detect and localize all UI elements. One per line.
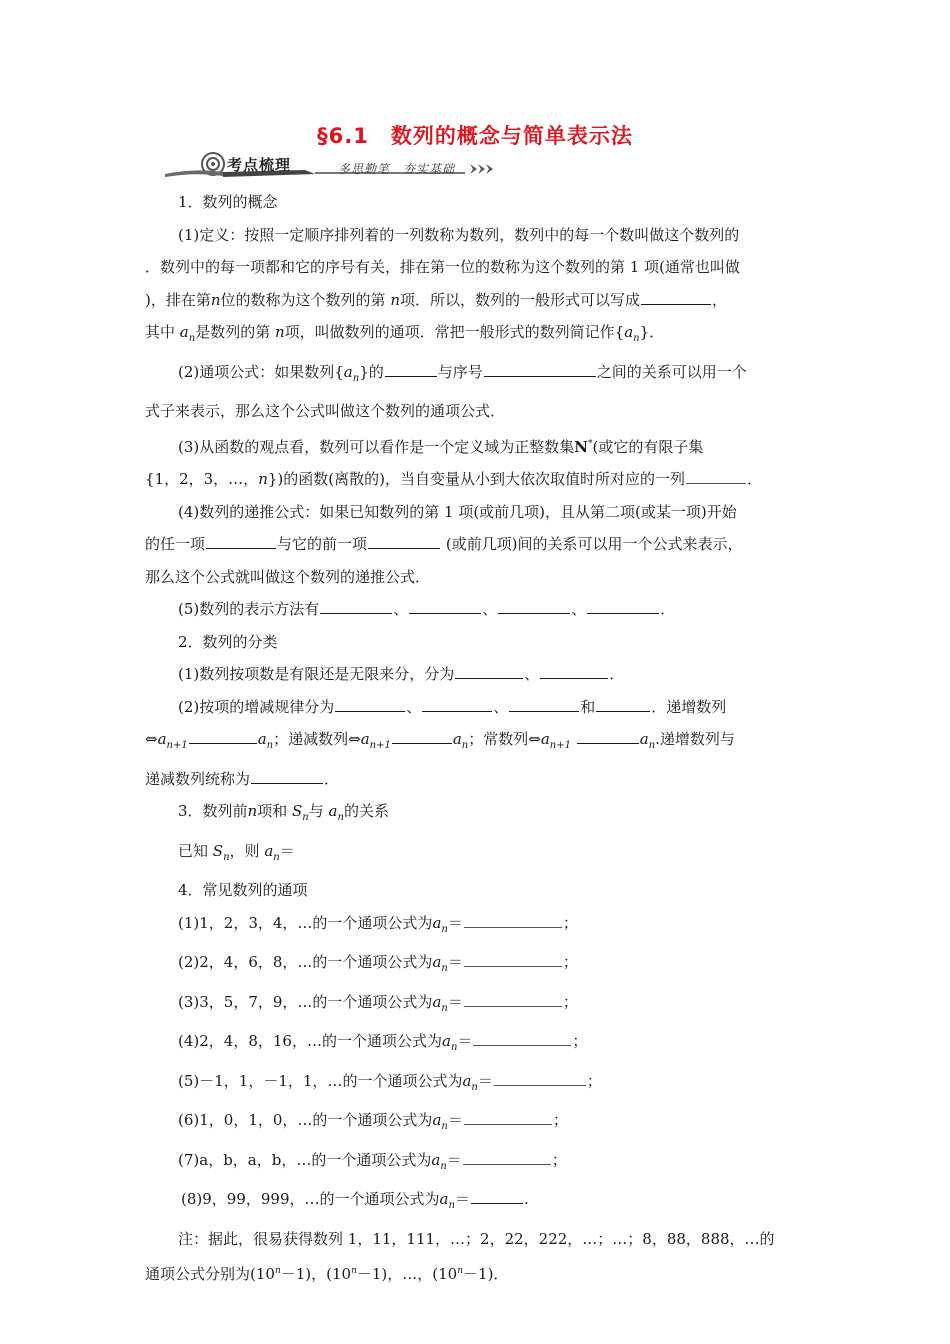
s4-item: (3)3，5，7，9，…的一个通项公式为$a_n=$ ； (145, 986, 810, 1026)
answer-blank[interactable] (641, 286, 711, 305)
s2-line-4: 递减数列统称为 ． (145, 763, 810, 796)
answer-blank[interactable] (392, 725, 452, 744)
answer-blank[interactable] (484, 358, 596, 377)
answer-blank[interactable] (540, 660, 608, 679)
s1-heading: 1．数列的概念 (178, 193, 278, 211)
s2-line-1: (1)数列按项数是有限还是无限来分，分为 、 ． (145, 658, 810, 691)
s4-note-line-2: 通项公式分别为$(10^n-1)$，$(10^n-1)$，…，$(10^n-1)$． (145, 1265, 509, 1283)
s2-line-2: (2)按项的增减规律分为 、 、 和 ．递增数列 (145, 691, 810, 724)
answer-blank[interactable] (596, 693, 650, 712)
answer-blank[interactable] (206, 530, 276, 549)
s1-fn-line-2: {1，2，3，…，n})的函数(离散的)，当自变量从小到大依次取值时所对应的一列 ． (145, 463, 810, 496)
s3-line: 已知 $S_n$，则 $a_n=$ (178, 841, 295, 863)
answer-blank[interactable] (464, 988, 562, 1007)
banner-motto: 多思勤笔 夯实基础 (338, 162, 456, 176)
s1-def-line-3: )，排在第n位的数称为这个数列的第 n项．所以，数列的一般形式可以写成 ， (145, 284, 810, 317)
s1-gen-line-2: 式子来表示，那么这个公式叫做这个数列的通项公式． (145, 402, 506, 420)
chevron-right-icon (470, 164, 493, 174)
s4-item: (1)1，2，3，4，…的一个通项公式为$a_n=$ ； (145, 907, 810, 947)
s1-fn-line-1: (3)从函数的观点看，数列可以看作是一个定义域为正整数集N*(或它的有限子集 (178, 437, 704, 456)
s1-rec-line-3: 那么这个公式就叫做这个数列的递推公式． (145, 567, 431, 586)
answer-blank[interactable] (464, 948, 562, 967)
answer-blank[interactable] (494, 1067, 586, 1086)
s4-item: (2)2，4，6，8，…的一个通项公式为$a_n=$ ； (145, 946, 810, 986)
answer-blank[interactable] (385, 358, 437, 377)
s3-heading: 3．数列前n项和 $S_n$与 $a_n$的关系 (178, 802, 389, 823)
s1-def-line-1: (1)定义：按照一定顺序排列着的一列数称为数列，数列中的每一个数叫做这个数列的 (178, 225, 740, 244)
answer-blank[interactable] (251, 765, 323, 784)
answer-blank[interactable] (422, 693, 492, 712)
answer-blank[interactable] (577, 725, 639, 744)
s1-def-line-4: 其中 $a_n$是数列的第 n项，叫做数列的通项．常把一般形式的数列简记作$\{a_n\}$． (145, 323, 665, 344)
answer-blank[interactable] (464, 1106, 552, 1125)
s2-heading: 2．数列的分类 (178, 632, 278, 651)
s2-line-3: $\Leftrightarrow a_{n+1}$ $a_n$；递减数列$\Leftrightarrow a_{n+1}$ $a_n$；常数列$\Leftrightarrow a_{n+1}$ $a_n$.递增数列与 (145, 723, 810, 763)
s4-item: (5)－1，1，－1，1，…的一个通项公式为$a_n=$ ； (145, 1065, 810, 1105)
answer-blank[interactable] (473, 1027, 571, 1046)
s1-rec-line-1: (4)数列的递推公式：如果已知数列的第 1 项(或前几项)，且从第二项(或某一项)开始 (178, 502, 737, 521)
answer-blank[interactable] (464, 909, 562, 928)
s1-def-line-2: ．数列中的每一项都和它的序号有关，排在第一位的数称为这个数列的第 1 项(通常也叫做 (145, 258, 740, 276)
answer-blank[interactable] (455, 660, 523, 679)
answer-blank[interactable] (498, 595, 570, 614)
s4-item: (7)a，b，a，b，…的一个通项公式为$a_n=$ ； (145, 1144, 810, 1184)
answer-blank[interactable] (509, 693, 579, 712)
banner-label: 考点梳理 (227, 156, 292, 174)
page-title: §6.1 数列的概念与简单表示法 (317, 124, 633, 148)
s4-item: (4)2，4，8，16，…的一个通项公式为$a_n=$ ； (145, 1025, 810, 1065)
s4-item: (8)9，99，999，…的一个通项公式为$a_n=$ . (145, 1183, 810, 1223)
answer-blank[interactable] (686, 465, 746, 484)
answer-blank[interactable] (335, 693, 405, 712)
answer-blank[interactable] (409, 595, 481, 614)
s1-rec-line-2: 的任一项 与它的前一项 (或前几项)间的关系可以用一个公式来表示， (145, 528, 810, 561)
s4-heading: 4．常见数列的通项 (178, 881, 308, 899)
s4-item: (6)1，0，1，0，…的一个通项公式为$a_n=$ ； (145, 1104, 810, 1144)
s1-gen-line-1: (2)通项公式：如果数列$\{a_n\}$的 与序号 之间的关系可以用一个 (145, 356, 810, 396)
s4-note-line-1: 注：据此，很易获得数列 1，11，111，…；2，22，222，…；…；8，88，888，…的 (178, 1229, 775, 1248)
answer-blank[interactable] (368, 530, 440, 549)
s1-rep-line: (5)数列的表示方法有 、 、 、 ． (145, 593, 810, 626)
answer-blank[interactable] (471, 1185, 523, 1204)
answer-blank[interactable] (189, 725, 257, 744)
answer-blank[interactable] (463, 1146, 551, 1165)
document-body (145, 186, 810, 1291)
answer-blank[interactable] (587, 595, 659, 614)
answer-blank[interactable] (320, 595, 392, 614)
